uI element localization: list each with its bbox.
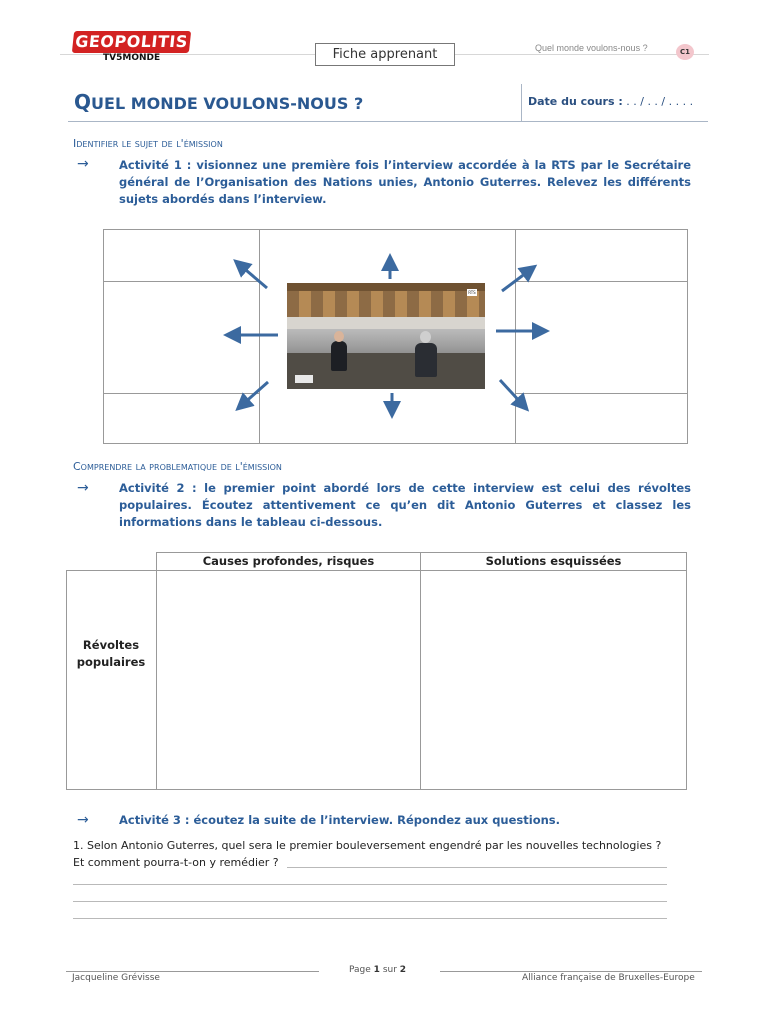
section2-heading: Comprendre la problematique de l'émission (73, 460, 282, 473)
geopolitis-logo: GEOPOLITIS (72, 31, 191, 53)
title-first-letter: Q (74, 90, 92, 114)
question-1-line2: Et comment pourra-t-on y remédier ? (73, 856, 279, 869)
page-of: sur (382, 965, 397, 975)
cell-causes-input[interactable] (157, 571, 420, 789)
row-label-line: populaires (76, 655, 146, 669)
page-prefix: Page (349, 965, 371, 975)
answer-line[interactable] (73, 918, 667, 919)
answer-line[interactable] (287, 867, 667, 868)
answer-line[interactable] (73, 884, 667, 885)
page-total: 2 (399, 965, 407, 975)
arrow-up-left-icon (240, 265, 267, 288)
level-badge: C1 (676, 44, 694, 60)
table-border (66, 789, 687, 790)
footer-author: Jacqueline Grévisse (72, 973, 160, 983)
answer-line[interactable] (73, 901, 667, 902)
fiche-label-box: Fiche apprenant (315, 43, 455, 66)
footer-organization: Alliance française de Bruxelles-Europe (522, 973, 695, 983)
table-border (156, 552, 687, 553)
footer-divider-left (66, 971, 319, 972)
arrow-right-icon: → (77, 480, 89, 496)
activity2-instructions: Activité 2 : le premier point abordé lors de cette interview est celui des révoltes populaires. Écoutez attentivement ce qu’en dit Antonio Guterres et classez les informations dans le tableau ci-dessous. (119, 481, 691, 529)
activity1-instructions: Activité 1 : visionnez une première fois l’interview accordée à la RTS par le Secrétaire général de l’Organisation des Nations unies, Antonio Guterres. Relevez les différents sujets abordés dans l’interview. (119, 158, 691, 206)
table-border (686, 552, 687, 790)
column-header-causes: Causes profondes, risques (202, 554, 375, 568)
title-rest: UEL MONDE VOULONS-NOUS ? (91, 94, 364, 113)
row-label-line: Révoltes (82, 638, 140, 652)
date-label: Date du cours : (528, 95, 623, 108)
question-1 (73, 837, 693, 871)
cell-solutions-input[interactable] (421, 571, 686, 789)
arrow-down-right-icon (500, 380, 523, 405)
question-1-line1: 1. Selon Antonio Guterres, quel sera le premier bouleversement engendré par les nouvelles technologies ? (73, 839, 662, 852)
arrow-up-right-icon (502, 270, 530, 291)
date-placeholder: . . / . . / . . . . (626, 95, 694, 108)
section1-heading: Identifier le sujet de l'émission (73, 137, 223, 150)
rts-logo: RTS (468, 290, 476, 295)
header-doc-title: Quel monde voulons-nous ? (535, 43, 648, 53)
activity3-instructions: Activité 3 : écoutez la suite de l’interview. Répondez aux questions. (119, 813, 560, 827)
page-number (349, 965, 406, 975)
footer-divider-right (440, 971, 702, 972)
table-border (66, 570, 67, 790)
row-label-revoltes (67, 637, 155, 671)
column-header-solutions: Solutions esquissées (485, 554, 622, 568)
tv5monde-logo: TV5MONDE (103, 53, 161, 63)
page-current: 1 (373, 965, 380, 975)
arrow-right-icon: → (77, 812, 89, 828)
arrow-right-icon: → (77, 156, 89, 172)
arrow-down-left-icon (242, 382, 268, 405)
